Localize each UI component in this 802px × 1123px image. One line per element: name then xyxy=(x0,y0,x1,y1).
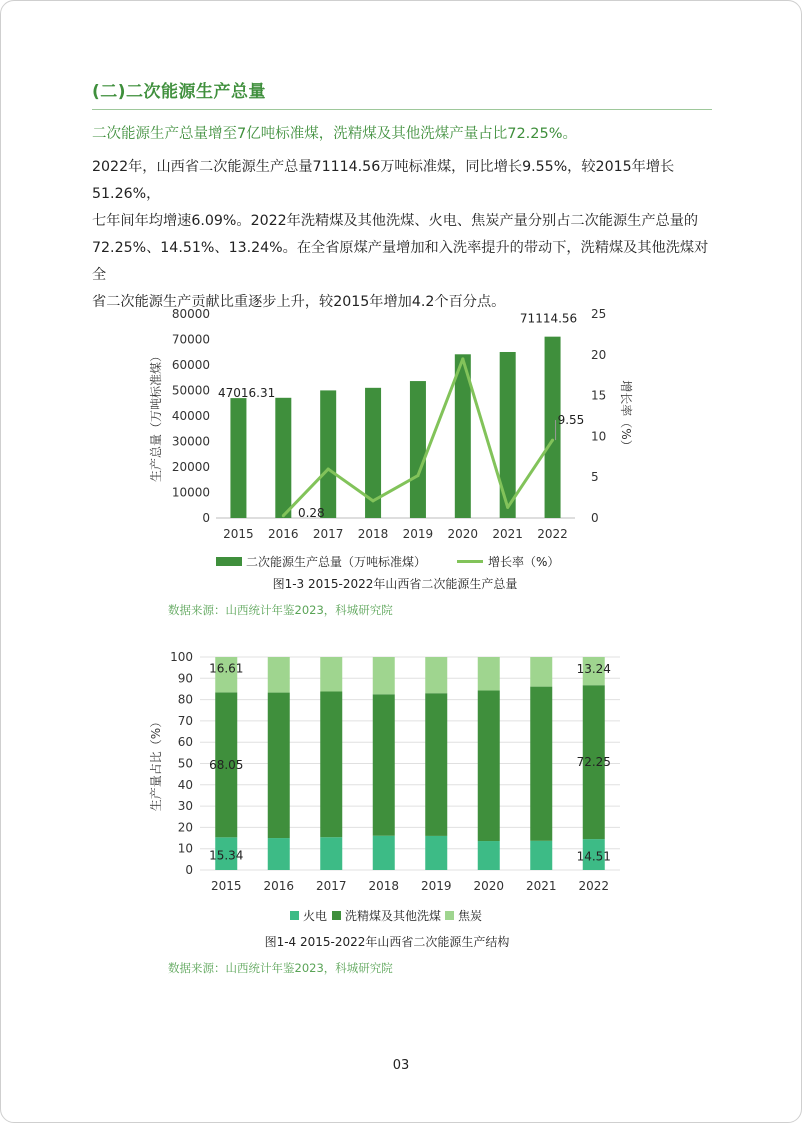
growth-point xyxy=(506,506,509,509)
data-label-2022-thermal: 14.51 xyxy=(576,849,611,864)
x-tick-label: 2020 xyxy=(473,879,505,893)
data-label-2022-coke: 13.24 xyxy=(576,662,611,677)
paragraph-line-4: 省二次能源生产贡献比重逐步上升，较2015年增加4.2个百分点。 xyxy=(92,294,506,310)
bar xyxy=(545,337,561,518)
y-tick-label: 30 xyxy=(177,799,193,814)
stacked-segment xyxy=(373,836,395,870)
data-label-2015-coke: 16.61 xyxy=(209,661,244,676)
legend-label: 焦炭 xyxy=(458,909,483,923)
legend-bar-label: 二次能源生产总量（万吨标准煤） xyxy=(246,555,427,569)
x-tick-label: 2015 xyxy=(223,527,254,541)
x-tick-label: 2019 xyxy=(402,527,434,541)
stacked-segment xyxy=(320,692,342,838)
y2-tick-label: 0 xyxy=(591,511,599,525)
legend-line-label: 增长率（%） xyxy=(488,555,560,569)
section-title: (二)二次能源生产总量 xyxy=(92,82,267,102)
bar xyxy=(230,398,246,518)
y-tick-label: 20000 xyxy=(171,460,210,474)
lead-sentence: 二次能源生产总量增至7亿吨标准煤，洗精煤及其他洗煤产量占比72.25%。 xyxy=(92,126,578,142)
growth-point xyxy=(551,439,554,442)
y-tick-label: 10000 xyxy=(171,485,210,500)
growth-point xyxy=(282,514,285,517)
x-tick-label: 2016 xyxy=(268,527,299,541)
y-tick-label: 40000 xyxy=(171,409,210,423)
x-tick-label: 2018 xyxy=(368,879,400,893)
data-label-2022: 71114.56 xyxy=(519,311,578,326)
stacked-segment xyxy=(530,657,552,687)
x-tick-label: 2017 xyxy=(312,527,344,541)
growth-point xyxy=(327,468,330,471)
y-tick-label: 10 xyxy=(177,841,193,856)
x-tick-label: 2022 xyxy=(537,527,568,541)
page-number: 03 xyxy=(392,1058,410,1073)
y-tick-label: 20 xyxy=(177,820,193,835)
data-label-2015-thermal: 15.34 xyxy=(209,848,244,863)
y2-tick-label: 25 xyxy=(591,307,607,321)
chart1-caption: 图1-3 2015-2022年山西省二次能源生产总量 xyxy=(272,577,518,591)
legend-swatch xyxy=(445,911,454,920)
legend-label: 火电 xyxy=(303,909,328,923)
stacked-segment xyxy=(425,657,447,693)
title-divider xyxy=(92,109,712,110)
growth-point xyxy=(372,499,375,502)
stacked-segment xyxy=(478,690,500,841)
stacked-segment xyxy=(530,687,552,841)
x-tick-label: 2019 xyxy=(420,879,452,893)
total-production-chart xyxy=(0,300,802,600)
y-tick-label: 80000 xyxy=(171,307,210,321)
x-tick-label: 2015 xyxy=(210,879,242,893)
y2-tick-label: 15 xyxy=(591,388,607,403)
data-label-2022-washed: 72.25 xyxy=(576,755,611,770)
growth-point xyxy=(416,474,419,477)
stacked-segment xyxy=(320,657,342,692)
y-tick-label: 60 xyxy=(177,735,193,750)
y2-axis-title: 增长率（%） xyxy=(619,380,633,452)
bar xyxy=(410,381,426,518)
y-axis-title: 生产量占比（%） xyxy=(149,715,163,812)
x-tick-label: 2017 xyxy=(315,879,347,893)
stacked-segment xyxy=(373,694,395,835)
production-structure-chart xyxy=(0,640,802,950)
y2-tick-label: 20 xyxy=(591,347,607,362)
data-label-2015-washed: 68.05 xyxy=(209,757,244,772)
data-label-2015: 47016.31 xyxy=(218,386,276,401)
y2-tick-label: 10 xyxy=(591,429,607,444)
data-label-2022-growth: 9.55 xyxy=(557,413,585,428)
stacked-segment xyxy=(530,841,552,870)
stacked-segment xyxy=(320,837,342,870)
stacked-segment xyxy=(425,836,447,870)
legend-bar-swatch xyxy=(216,557,242,566)
stacked-segment xyxy=(268,838,290,870)
stacked-segment xyxy=(268,693,290,838)
x-tick-label: 2022 xyxy=(578,879,610,893)
body-paragraph xyxy=(92,154,714,316)
growth-point xyxy=(461,357,464,360)
bar xyxy=(275,398,291,518)
y-tick-label: 50 xyxy=(177,756,193,771)
stacked-segment xyxy=(478,657,500,690)
y-tick-label: 60000 xyxy=(171,358,210,372)
legend-label: 洗精煤及其他洗煤 xyxy=(345,909,442,923)
paragraph-line-2: 七年间年均增速6.09%。2022年洗精煤及其他洗煤、火电、焦炭产量分别占二次能源生产总量的 xyxy=(92,213,699,229)
y-tick-label: 70 xyxy=(177,713,193,728)
stacked-segment xyxy=(373,657,395,694)
legend-swatch xyxy=(332,911,341,920)
stacked-segment xyxy=(268,657,290,693)
chart1-source: 数据来源：山西统计年鉴2023，科城研究院 xyxy=(168,603,393,617)
paragraph-line-3: 72.25%、14.51%、13.24%。在全省原煤产量增加和入洗率提升的带动下，洗精煤及其他洗煤对全 xyxy=(92,240,709,283)
x-tick-label: 2016 xyxy=(263,879,295,893)
y-tick-label: 100 xyxy=(170,650,193,664)
y-tick-label: 30000 xyxy=(171,434,210,449)
chart2-caption: 图1-4 2015-2022年山西省二次能源生产结构 xyxy=(264,935,510,949)
y-tick-label: 40 xyxy=(177,777,193,792)
y-tick-label: 70000 xyxy=(171,332,210,347)
paragraph-line-1: 2022年，山西省二次能源生产总量71114.56万吨标准煤，同比增长9.55%，较2015年增长51.26%， xyxy=(92,159,675,202)
stacked-segment xyxy=(425,693,447,836)
data-label-2016-growth: 0.28 xyxy=(297,506,325,520)
y-tick-label: 80 xyxy=(177,692,193,707)
chart2-source: 数据来源：山西统计年鉴2023，科城研究院 xyxy=(168,961,393,975)
y-axis-title: 生产总量（万吨标准煤） xyxy=(149,349,163,483)
y-tick-label: 0 xyxy=(185,863,193,877)
stacked-segment xyxy=(478,841,500,870)
y2-tick-label: 5 xyxy=(591,470,599,485)
x-tick-label: 2021 xyxy=(525,879,557,893)
legend-swatch xyxy=(290,911,299,920)
y-tick-label: 50000 xyxy=(171,383,210,398)
y-tick-label: 0 xyxy=(202,511,210,525)
x-tick-label: 2018 xyxy=(357,527,389,541)
y-tick-label: 90 xyxy=(177,671,193,686)
x-tick-label: 2020 xyxy=(447,527,479,541)
bar xyxy=(320,390,336,518)
x-tick-label: 2021 xyxy=(492,527,523,541)
